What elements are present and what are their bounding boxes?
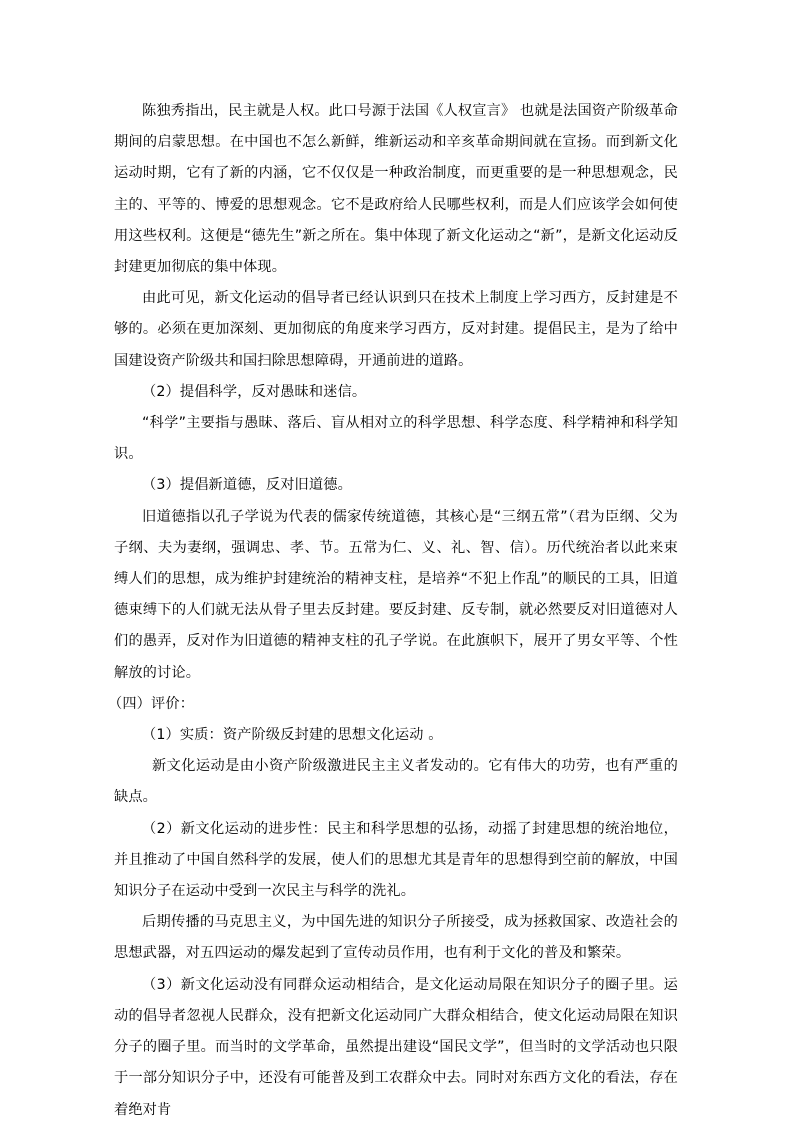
section-heading-evaluation: （四）评价： <box>108 695 195 712</box>
paragraph-progressiveness: （2）新文化运动的进步性：民主和科学思想的弘扬，动摇了封建思想的统治地位，并且推动了中国自然科学的发展，使人们的思想尤其是青年的思想得到空前的解放，中国知识分子在运动中受到一次民主与科学的洗礼。 <box>114 820 678 900</box>
paragraph-science: “科学”主要指与愚昧、落后、盲从相对立的科学思想、科学态度、科学精神和科学知识。 <box>114 415 678 463</box>
document-page <box>108 96 678 1126</box>
paragraph-conclusion: 由此可见，新文化运动的倡导者已经认识到只在技术上制度上学习西方，反封建是不够的。必须在更加深刻、更加彻底的角度来学习西方，反对封建。提倡民主，是为了给中国建设资产阶级共和国扫除思想障碍，开通前进的道路。 <box>114 290 678 369</box>
paragraph-old-morality: 旧道德指以孔子学说为代表的儒家传统道德，其核心是“三纲五常”（君为臣纲、父为子纲、夫为妻纲，强调忠、孝、节。五常为仁、义、礼、智、信）。历代统治者以此来束缚人们的思想，成为维护封建统治的精神支柱，是培养“不犯上作乱”的顺民的工具，旧道德束缚下的人们就无法从骨子里去反封建。要反封建、反专制，就必然要反对旧道德对人们的愚弄，反对作为旧道德的精神支柱的孔子学说。在此旗帜下，展开了男女平等、个性解放的讨论。 <box>114 508 678 681</box>
heading-promote-science: （2）提倡科学，反对愚昧和迷信。 <box>142 383 367 400</box>
paragraph-democracy: 陈独秀指出，民主就是人权。此口号源于法国《人权宣言》 也就是法国资产阶级革命期间的启蒙思想。在中国也不怎么新鲜，维新运动和辛亥革命期间就在宣扬。而到新文化运动时期，它有了新的内涵，它不仅仅是一种政治制度，而更重要的是一种思想观念，民主的、平等的、博爱的思想观念。它不是政府给人民哪些权利，而是人们应该学会如何使用这些权利。这便是“德先生”新之所在。集中体现了新文化运动之“新”，是新文化运动反封建更加彻底的集中体现。 <box>114 103 678 276</box>
heading-promote-new-morality: （3）提倡新道德，反对旧道德。 <box>142 477 352 494</box>
paragraph-limitations: （3）新文化运动没有同群众运动相结合，是文化运动局限在知识分子的圈子里。运动的倡导者忽视人民群众，没有把新文化运动同广大群众相结合，使文化运动局限在知识分子的圈子里。而当时的文学革命，虽然提出建设“国民文学”，但当时的文学活动也只限于一部分知识分子中，还没有可能普及到工农群众中去。同时对东西方文化的看法，存在着绝对肯 <box>114 976 678 1118</box>
heading-essence: （1）实质：资产阶级反封建的思想文化运动 。 <box>142 727 443 744</box>
paragraph-merits-defects: 新文化运动是由小资产阶级激进民主主义者发动的。它有伟大的功劳，也有严重的缺点。 <box>114 758 678 806</box>
paragraph-marxism: 后期传播的马克思主义，为中国先进的知识分子所接受，成为拯救国家、改造社会的思想武器，对五四运动的爆发起到了宣传动员作用，也有利于文化的普及和繁荣。 <box>114 914 678 962</box>
